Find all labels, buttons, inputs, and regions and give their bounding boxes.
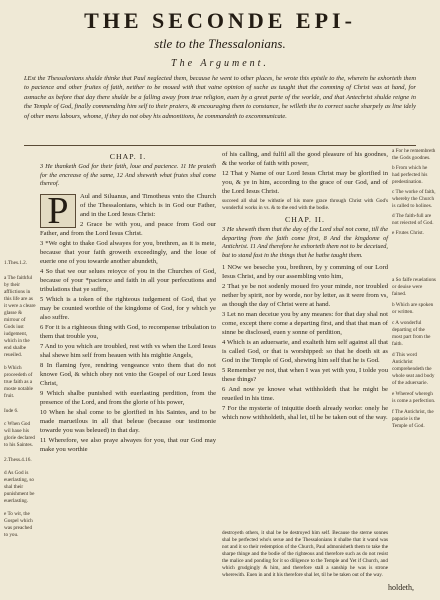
margin-note: 1.Thes.1.2. (4, 260, 28, 266)
verse: 10 When he shal come to be glorified in his Saintes, and to be made marueilous in all that beleue (because our testimonie towarde you was beleued) in that day. (40, 408, 216, 434)
margin-note: a So falfe reuelations or deuise were fained. (392, 277, 436, 297)
left-margin-notes (4, 190, 36, 539)
page-subtitle: stle to the Thessalonians. (154, 36, 286, 51)
margin-note: d As God is euerlasting, so shal their punishment be euerlasting. (4, 470, 35, 504)
left-column (40, 150, 216, 455)
chapter-summary: 3 He thanketh God for their faith, loue and pacience. 11 He praieth for the encrease of the same, 12 And sheweth what frutes shal come thereof. (40, 163, 216, 188)
verse: 4 So that we our selues reioyce of you in the Churches of God, because of your *pacience and faith in all your perfecutions and tribulations that ye suffre, (40, 267, 216, 293)
verse: 1 NOw we beseche you, brethren, by y comming of our Lord Iesus Christ, and by our assembling vnto him, (222, 264, 388, 281)
chapter-heading: CHAP. II. (285, 215, 325, 224)
right-margin-notes (392, 148, 436, 430)
verse: 3 Let no man deceiue you by any meanes: for that day shal not come, except there come a departing first, and that that man of sinne be disclosed, euen y sonne of perdition, (222, 311, 388, 337)
margin-note: b From which he had perfected his predestination. (392, 165, 428, 185)
margin-note: e To wit, the Gospel which was preached to you. (4, 511, 33, 538)
margin-note: e Frutes Christ. (392, 230, 424, 236)
verse: 7 For the mysterie of iniquitie doeth already worke: onely he which now withholdeth, shal let, til he be taken out of the way. (222, 405, 388, 422)
footnote: succeed all shal be withstie of his more grace through Christ with God's wonderful works in vs. & to the end with the bodie. (222, 198, 388, 211)
verse: 8 In flaming fyre, rendring vengeance vnto them that do not knowe God, & which obey not vnto the Gospel of our Lord Iesus Christ, (40, 361, 216, 387)
margin-note: a The faithful by their afflictions in this life are as it were a cleare glasse & mirrour of Gods iust iudgement, which in the end shalbe reueiled. (4, 275, 36, 358)
verse: 4 Which is an aduersarie, and exalteth him self against all that is called God, or that is worshipped: so that he doeth sit as God in the Temple of God, shewing him self that he is God. (222, 339, 388, 365)
verse: 2 That ye be not sodenly moued fro your minde, nor troubled nether by spirit, nor by worde, nor by letter, as it were from vs, as though the day of Christ were at hand. (222, 283, 388, 309)
verse: 5 Which is a token of the righteous iudgement of God, that ye may be counted worthie of the kingdome of God, for y which ye also suffre. (40, 295, 216, 321)
argument-heading: The Argument. (171, 58, 269, 69)
verse: 2 Grace be with you, and peace from God our Father, and from the Lord Iesus Christ. (40, 220, 216, 237)
page-title: THE SECONDE EPI- (84, 8, 356, 33)
footnote: destroyeth others, it shal be be destroyed him self. Because the sterne sonnes shal be perfected who's serue and the Thessalonians it shalbe that it wand was not and it so their redemption of the Church, Paul admonisheth them to take the sharpe thinge and the bodie of the righteous and therefore such as do not resist the malice and ponding for it so diligence to the Temple and Yet if Church, and which grudgingly & him, and therefore stall a sanship he was is strone wherewith. Euen in and it his therefore shal let, til he be taken out of the way. (222, 530, 388, 578)
margin-note: b Which proceedeth of true faith as a moste notable fruit. (4, 365, 33, 399)
margin-note: Iude 6. (4, 408, 19, 414)
verse: Aul and Siluanus, and Timotheus vnto the Church of the Thessalonians, which is in God our Father, and in the Lord Iesus Christ: (80, 192, 216, 218)
drop-cap: P (40, 194, 76, 228)
chapter-summary: 3 He sheweth them that the day of the Lord shal not come, till the departing from the faith come first, 8 And the kingdome of Antichrist. 11 And therefore he exhorteth them not to be deceiued, but to stand fast in the things that he hathe taught them. (222, 226, 388, 259)
verse: 11 Wherefore, we also praye alwayes for you, that our God may make you worthie (40, 436, 216, 453)
margin-note: d This word Antichrist comprehendeth the whole seat and body of the aduersarie. (392, 352, 435, 386)
verse: 7 And to you which are troubled, rest with vs when the Lord Iesus shal shewe him self from heauen with his mightie Angels, (40, 342, 216, 359)
verse: 12 That y Name of our Lord Iesus Christ may be glorified in you, & ye in him, according to the grace of our God, and of the Lord Iesus Christ. (222, 170, 388, 195)
margin-note: e Whereof wheregh is come a perfection. (392, 391, 436, 404)
verse: of his calling, and fulfil all the good pleasure of his goodnes, & the worke of faith with power, (222, 151, 388, 167)
margin-note: a For he remembreth the Gods goodnes. (392, 148, 436, 161)
chapter-heading: CHAP. I. (109, 152, 147, 161)
margin-note: f The Antichrist, the papacie is the Temple of God. (392, 409, 434, 429)
right-column (222, 150, 388, 423)
catchword: holdeth, (388, 583, 414, 592)
verse: 6 For it is a righteous thing with God, to recompense tribulation to them that trouble you, (40, 323, 216, 340)
verse: 3 *We oght to thake God alwayes for you, brethren, as it is mete, because that your faith groweth exceedingly, and the loue of euerie one of you towarde another abundeth, (40, 239, 216, 265)
margin-note: c A wonderful departing of the most part from the faith. (392, 320, 431, 347)
divider-rule (24, 145, 416, 146)
verse: 6 And now ye knowe what withholdeth that he might be reueiled in his time. (222, 386, 388, 403)
margin-note: 2.Thess.4.16. (4, 457, 32, 463)
argument-text: LEst the Thessalonians shulde thinke that Paul neglected them, because he went to other places, he wrote this epistle to the, wherein he exhorteth them to pacience and other fruites of faith, neither to be moued with that vaine opinion of suche as taught that the comming of Christ was at hand, for asmuche as before that day there shulde be a falling away from true religion, euen by a great parte of the worlde, and that Antechrist shulde reigne in the Temple of God, finally commending him self to their praiers, & encouraging them to constance, he willeth the to correct suche sharpely as line idely of other mens labours, whome, if they do not obey his admonitions, he commandeth to excommunicate. (24, 75, 416, 120)
margin-note: c When God wil haue his glorie declared to his Saintes. (4, 421, 35, 448)
verse: 9 Which shalbe punished with euerlasting perdition, from the presence of the Lord, and from the glorie of his power, (40, 389, 216, 406)
margin-note: d The faith-full are not reiected of God. (392, 213, 434, 226)
margin-note: b Which are spoken or written. (392, 302, 434, 315)
verse: 5 Remember ye not, that when I was yet with you, I tolde you these things? (222, 367, 388, 384)
margin-note: c The worke of faith, whereby the Church is called to holines. (392, 189, 436, 209)
